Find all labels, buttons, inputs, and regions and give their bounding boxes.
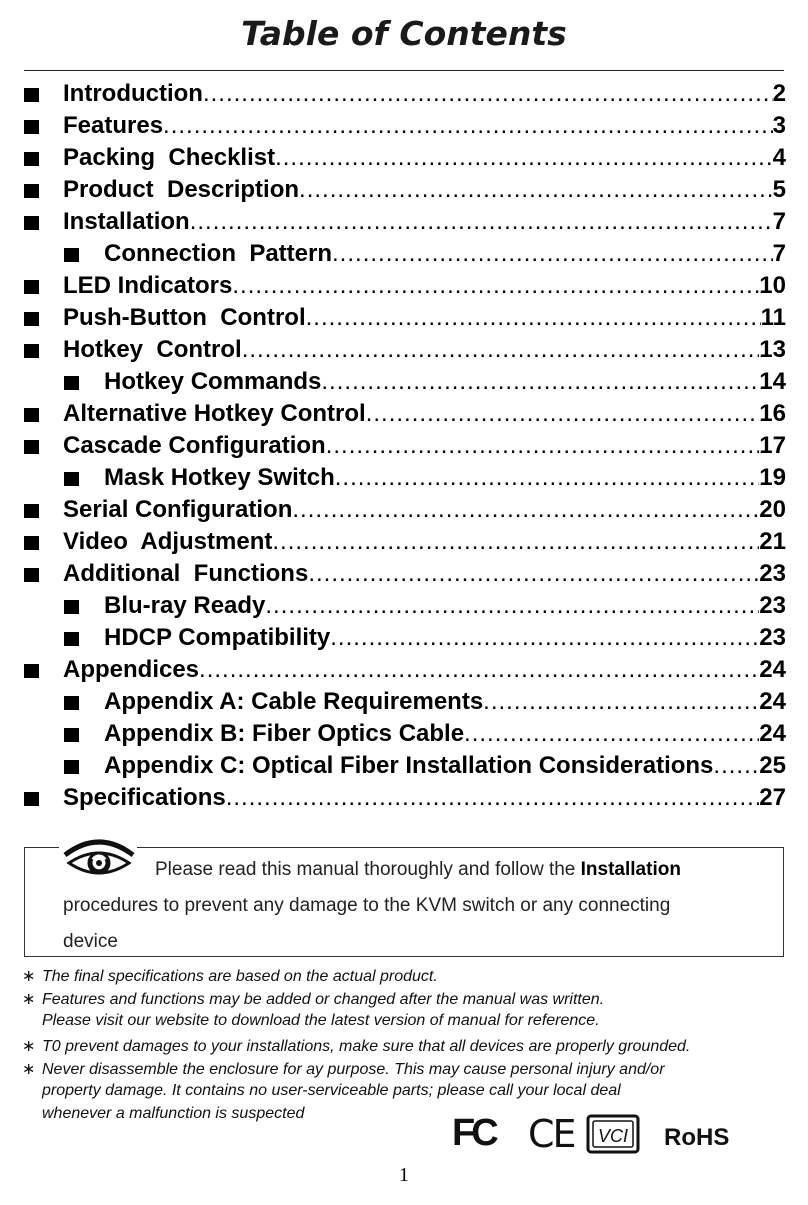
- toc-entry-page: 19: [759, 464, 786, 491]
- toc-entry-text: [63, 142, 786, 174]
- toc-entry-label: HDCP Compatibility: [104, 624, 331, 651]
- toc-entry-label: Serial Configuration: [63, 496, 293, 523]
- bullet-square-icon: [64, 376, 79, 390]
- toc-entry-label: LED Indicators: [63, 272, 233, 299]
- toc-entry-page: 20: [759, 496, 786, 523]
- toc-leader-dots: [272, 526, 759, 558]
- toc-leader-dots: [335, 462, 760, 494]
- toc-leader-dots: [232, 270, 759, 302]
- toc-leader-dots: [199, 654, 759, 686]
- toc-entry-text: [104, 238, 786, 270]
- toc-entry-page: 5: [772, 176, 786, 203]
- bullet-square-icon: [64, 472, 79, 486]
- toc-entry-text: [104, 718, 786, 750]
- toc-leader-dots: [366, 398, 760, 430]
- toc-entry: [0, 302, 786, 334]
- toc-entry-label: Mask Hotkey Switch: [104, 464, 335, 491]
- bullet-square-icon: [24, 440, 39, 454]
- toc-leader-dots: [332, 238, 773, 270]
- bullet-square-icon: [24, 120, 39, 134]
- toc-entry-text: [63, 78, 786, 110]
- notice-border-right: [137, 847, 784, 848]
- toc-leader-dots: [265, 590, 759, 622]
- bullet-square-icon: [24, 792, 39, 806]
- bullet-square-icon: [64, 728, 79, 742]
- toc-leader-dots: [326, 430, 760, 462]
- toc-entry-text: [63, 174, 786, 206]
- notice-box: [24, 847, 784, 957]
- toc-entry: [0, 430, 786, 462]
- toc-entry-text: [104, 622, 786, 654]
- toc-entry-text: [63, 494, 786, 526]
- toc-entry: [0, 366, 786, 398]
- toc-entry-page: 16: [759, 400, 786, 427]
- toc-entry: [0, 398, 786, 430]
- toc-leader-dots: [299, 174, 773, 206]
- toc-entry: [0, 462, 786, 494]
- toc-leader-dots: [308, 558, 759, 590]
- toc-entry-page: 4: [772, 144, 786, 171]
- toc-entry-text: [63, 398, 786, 430]
- toc-leader-dots: [330, 622, 759, 654]
- rohs-logo: RoHS: [664, 1124, 730, 1151]
- toc-entry-page: 23: [759, 592, 786, 619]
- toc-entry-text: [104, 590, 786, 622]
- toc-entry-label: Appendix B: Fiber Optics Cable: [104, 720, 465, 747]
- toc-entry-page: 7: [772, 208, 786, 235]
- bullet-square-icon: [24, 312, 39, 326]
- toc-entry-label: Appendices: [63, 656, 200, 683]
- toc-entry-label: Introduction: [63, 80, 203, 107]
- svg-text:VCI: VCI: [597, 1126, 629, 1146]
- toc-entry-label: Specifications: [63, 784, 226, 811]
- footnote-2: ∗ Features and functions may be added or changed after the manual was written.: [22, 991, 605, 1008]
- bullet-square-icon: [24, 664, 39, 678]
- toc-entry: [0, 206, 786, 238]
- bullet-square-icon: [64, 632, 79, 646]
- toc-entry-label: Hotkey Commands: [104, 368, 322, 395]
- toc-entry-text: [63, 558, 786, 590]
- toc-entry-page: 25: [759, 752, 786, 779]
- bullet-square-icon: [24, 504, 39, 518]
- bullet-square-icon: [24, 344, 39, 358]
- toc-entry-page: 27: [759, 784, 786, 811]
- toc-entry-text: [63, 782, 786, 814]
- toc-entry: [0, 590, 786, 622]
- bullet-square-icon: [24, 88, 39, 102]
- toc-entry: [0, 750, 786, 782]
- toc-entry-page: 14: [759, 368, 786, 395]
- toc-leader-dots: [321, 366, 759, 398]
- bullet-square-icon: [64, 600, 79, 614]
- toc-entry-text: [63, 270, 786, 302]
- toc-leader-dots: [163, 110, 773, 142]
- toc-entry-label: Video Adjustment: [63, 528, 273, 555]
- page-title: Table of Contents: [241, 14, 567, 53]
- fc-logo: FC: [452, 1112, 495, 1154]
- toc-entry-text: [104, 686, 786, 718]
- toc-leader-dots: [242, 334, 760, 366]
- toc-entry-page: 17: [759, 432, 786, 459]
- toc-entry-page: 10: [759, 272, 786, 299]
- toc-entry-text: [63, 430, 786, 462]
- title-divider: [24, 70, 784, 71]
- bullet-square-icon: [24, 152, 39, 166]
- toc-entry-page: 13: [759, 336, 786, 363]
- notice-text-line1: Please read this manual thoroughly and follow the Installation: [155, 859, 681, 880]
- toc-leader-dots: [306, 302, 761, 334]
- toc-entry-page: 3: [772, 112, 786, 139]
- toc-entry: [0, 78, 786, 110]
- bullet-square-icon: [24, 184, 39, 198]
- footnote-2-cont: Please visit our website to download the latest version of manual for reference.: [42, 1012, 600, 1029]
- toc-entry-label: Packing Checklist: [63, 144, 276, 171]
- toc-entry-text: [63, 334, 786, 366]
- toc-entry-text: [63, 302, 786, 334]
- toc-entry-page: 23: [759, 624, 786, 651]
- ce-logo: CE: [528, 1112, 575, 1156]
- footnote-3: ∗ T0 prevent damages to your installations, make sure that all devices are properly grounded.: [22, 1038, 691, 1055]
- toc-entry: [0, 654, 786, 686]
- bullet-square-icon: [64, 760, 79, 774]
- toc-entry-page: 24: [759, 656, 786, 683]
- toc-entry: [0, 622, 786, 654]
- toc-entry-page: 21: [759, 528, 786, 555]
- toc-leader-dots: [275, 142, 773, 174]
- toc-entry-label: Additional Functions: [63, 560, 309, 587]
- toc-entry: [0, 782, 786, 814]
- toc-leader-dots: [292, 494, 759, 526]
- footnote-4: ∗ Never disassemble the enclosure for ay purpose. This may cause personal injury and/or: [22, 1061, 665, 1078]
- toc-entry: [0, 270, 786, 302]
- toc-entry-label: Alternative Hotkey Control: [63, 400, 366, 427]
- toc-leader-dots: [483, 686, 759, 718]
- footnote-4-cont2: whenever a malfunction is suspected: [42, 1105, 305, 1122]
- toc-entry-label: Hotkey Control: [63, 336, 242, 363]
- eye-icon: [61, 835, 137, 883]
- page-number: 1: [399, 1164, 409, 1186]
- toc-entry: [0, 334, 786, 366]
- notice-text-line3: device: [63, 931, 118, 952]
- toc-entry-label: Appendix A: Cable Requirements: [104, 688, 484, 715]
- toc-entry: [0, 110, 786, 142]
- notice-emphasis: Installation: [580, 859, 681, 880]
- toc-entry: [0, 686, 786, 718]
- bullet-square-icon: [24, 408, 39, 422]
- vci-logo: [586, 1114, 640, 1154]
- footnote-4-cont: property damage. It contains no user-serviceable parts; please call your local deal: [42, 1082, 621, 1099]
- toc-leader-dots: [713, 750, 759, 782]
- toc-entry-page: 7: [772, 240, 786, 267]
- toc-entry: [0, 558, 786, 590]
- toc-entry: [0, 142, 786, 174]
- toc-leader-dots: [190, 206, 773, 238]
- toc-entry-page: 23: [759, 560, 786, 587]
- toc-entry-text: [63, 206, 786, 238]
- notice-border-left: [25, 847, 59, 848]
- toc-entry-label: Blu-ray Ready: [104, 592, 266, 619]
- toc-entry: [0, 494, 786, 526]
- certification-logos: [452, 1110, 752, 1160]
- bullet-square-icon: [64, 696, 79, 710]
- toc-entry: [0, 238, 786, 270]
- toc-entry-page: 11: [760, 304, 786, 331]
- toc-entry-text: [104, 462, 786, 494]
- toc-entry-label: Connection Pattern: [104, 240, 333, 267]
- toc-entry-text: [63, 654, 786, 686]
- toc-entry-label: Appendix C: Optical Fiber Installation Considerations: [104, 752, 714, 779]
- bullet-square-icon: [24, 536, 39, 550]
- toc-entry-label: Cascade Configuration: [63, 432, 326, 459]
- bullet-square-icon: [24, 216, 39, 230]
- bullet-square-icon: [24, 280, 39, 294]
- toc-entry: [0, 174, 786, 206]
- bullet-square-icon: [24, 568, 39, 582]
- toc-entry-page: 2: [772, 80, 786, 107]
- toc-leader-dots: [464, 718, 759, 750]
- toc-entry-text: [104, 366, 786, 398]
- toc-entry: [0, 526, 786, 558]
- toc-entry-label: Product Description: [63, 176, 300, 203]
- toc-entry-label: Installation: [63, 208, 190, 235]
- toc-entry-text: [63, 526, 786, 558]
- toc-entry-page: 24: [759, 688, 786, 715]
- toc-entry-text: [104, 750, 786, 782]
- toc-leader-dots: [203, 78, 773, 110]
- footnote-1: ∗ The final specifications are based on the actual product.: [22, 968, 438, 985]
- toc-entry-label: Features: [63, 112, 164, 139]
- toc-entry-text: [63, 110, 786, 142]
- toc-leader-dots: [226, 782, 760, 814]
- toc-entry-label: Push-Button Control: [63, 304, 306, 331]
- notice-text-line2: procedures to prevent any damage to the KVM switch or any connecting: [63, 895, 671, 916]
- toc-entry: [0, 718, 786, 750]
- bullet-square-icon: [64, 248, 79, 262]
- toc-entry-page: 24: [759, 720, 786, 747]
